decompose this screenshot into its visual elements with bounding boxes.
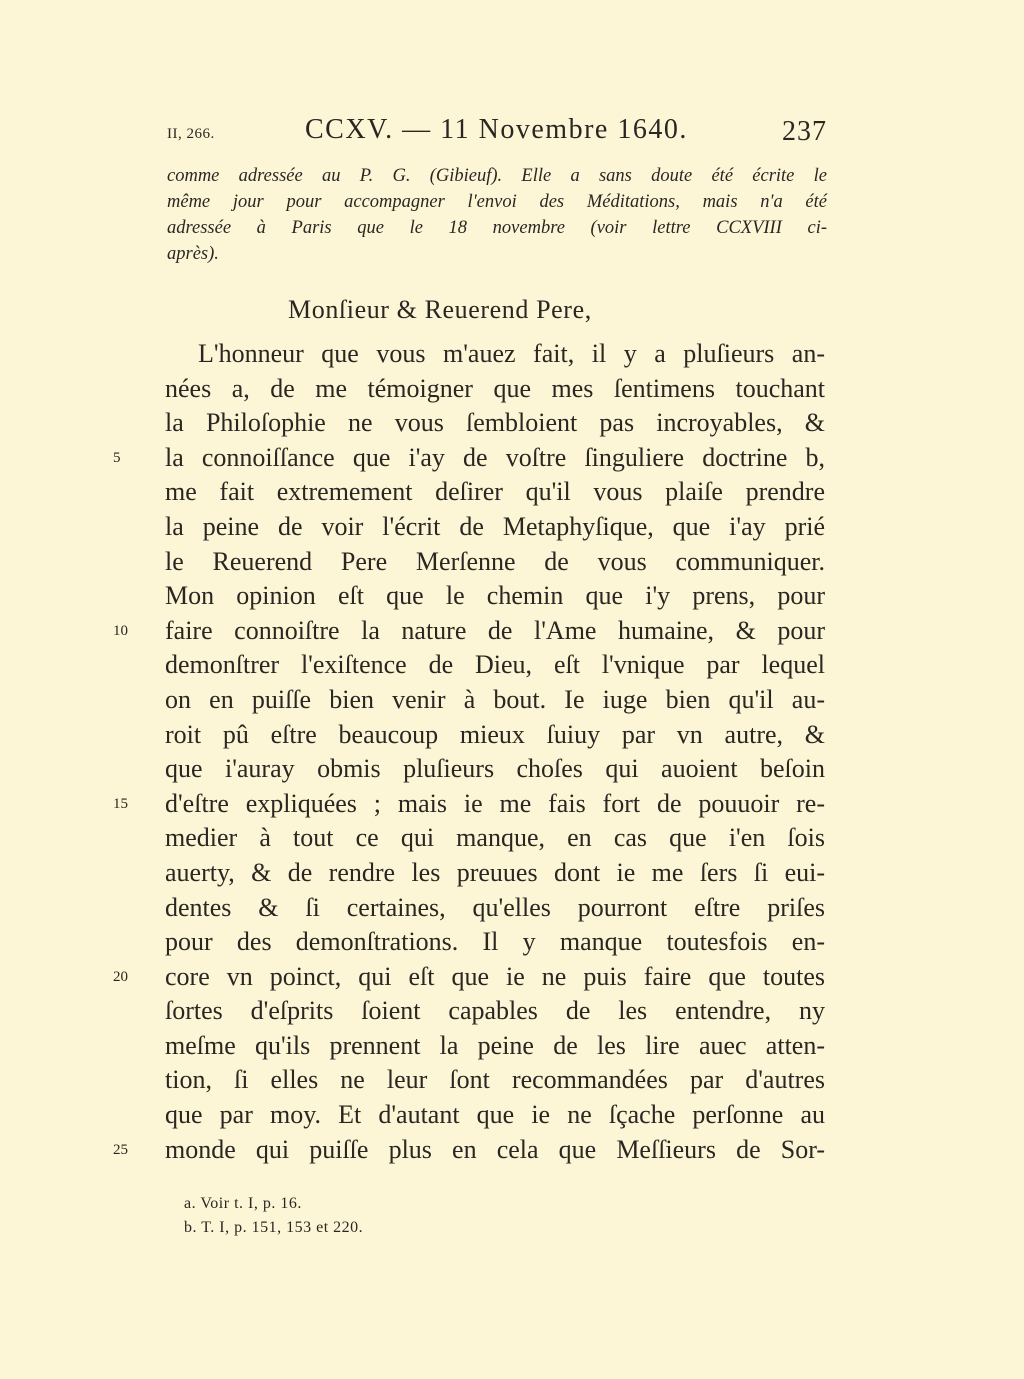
text-line bbox=[165, 752, 825, 787]
line-text: on en puiſſe bien venir à bout. Ie iuge bien qu'il au- bbox=[165, 684, 825, 714]
footnotes bbox=[184, 1192, 363, 1240]
text-line bbox=[165, 475, 825, 510]
text-line bbox=[165, 683, 825, 718]
line-text: core vn poinct, qui eſt que ie ne puis faire que toutes bbox=[165, 961, 825, 991]
text-line bbox=[165, 1029, 825, 1064]
text-line bbox=[165, 545, 825, 580]
footnote-a: a. Voir t. I, p. 16. bbox=[184, 1195, 302, 1212]
text-line bbox=[165, 994, 825, 1029]
line-text: ſortes d'eſprits ſoient capables de les entendre, ny bbox=[165, 996, 825, 1026]
line-number: 10 bbox=[113, 622, 128, 639]
line-text: L'honneur que vous m'auez fait, il y a pluſieurs an- bbox=[198, 339, 825, 368]
line-text: que i'auray obmis pluſieurs choſes qui auoient beſoin bbox=[165, 754, 825, 784]
text-line bbox=[165, 648, 825, 683]
text-line bbox=[165, 718, 825, 753]
text-line bbox=[165, 510, 825, 545]
line-number: 20 bbox=[113, 968, 128, 985]
line-text: medier à tout ce qui manque, en cas que i'en ſois bbox=[165, 823, 825, 853]
text-line bbox=[165, 821, 825, 856]
text-line bbox=[113, 614, 825, 649]
text-line bbox=[165, 372, 825, 407]
line-text: que par moy. Et d'autant que ie ne ſçache perſonne au bbox=[165, 1100, 825, 1130]
text-line bbox=[113, 1133, 825, 1168]
footnote-b: b. T. I, p. 151, 153 et 220. bbox=[184, 1219, 364, 1236]
line-number: 15 bbox=[113, 795, 128, 812]
line-text: demonſtrer l'exiſtence de Dieu, eſt l'vnique par lequel bbox=[165, 650, 825, 680]
editor-note-line: comme adressée au P. G. (Gibieuf). Elle a sans doute été écrite le bbox=[167, 166, 827, 186]
line-text: la connoiſſance que i'ay de voſtre ſinguliere doctrine b, bbox=[165, 442, 825, 472]
line-text: d'eſtre expliquées ; mais ie me fais fort de pouuoir re- bbox=[165, 788, 825, 818]
line-number: 25 bbox=[113, 1141, 128, 1158]
text-line bbox=[165, 891, 825, 926]
salutation: Monſieur & Reuerend Pere, bbox=[288, 295, 592, 324]
text-line bbox=[113, 787, 825, 822]
editor-note-line: après). bbox=[167, 244, 219, 264]
line-text: pour des demonſtrations. Il y manque toutesfois en- bbox=[165, 927, 825, 957]
text-line bbox=[113, 441, 825, 476]
editor-note bbox=[167, 163, 827, 267]
volume-reference: II, 266. bbox=[167, 126, 215, 142]
line-text: faire connoiſtre la nature de l'Ame humaine, & pour bbox=[165, 615, 825, 645]
page-number: 237 bbox=[782, 116, 827, 147]
text-line bbox=[165, 406, 825, 441]
letter-body bbox=[113, 337, 825, 1167]
line-text: tion, ſi elles ne leur ſont recommandées par d'autres bbox=[165, 1065, 825, 1095]
letter-title: CCXV. — 11 Novembre 1640. bbox=[305, 114, 688, 145]
text-line bbox=[165, 925, 825, 960]
text-line bbox=[165, 856, 825, 891]
line-text: meſme qu'ils prennent la peine de les lire auec atten- bbox=[165, 1030, 825, 1060]
editor-note-line: adressée à Paris que le 18 novembre (voir lettre CCXVIII ci- bbox=[167, 218, 827, 238]
text-line bbox=[165, 579, 825, 614]
line-text: la Philoſophie ne vous ſembloient pas incroyables, & bbox=[165, 408, 825, 438]
line-text: auerty, & de rendre les preuues dont ie me ſers ſi eui- bbox=[165, 857, 825, 887]
line-text: dentes & ſi certaines, qu'elles pourront eſtre priſes bbox=[165, 892, 825, 922]
line-text: monde qui puiſſe plus en cela que Meſſieurs de Sor- bbox=[165, 1134, 825, 1164]
line-text: roit pû eſtre beaucoup mieux ſuiuy par vn autre, & bbox=[165, 719, 825, 749]
line-text: la peine de voir l'écrit de Metaphyſique, que i'ay prié bbox=[165, 511, 825, 541]
text-line bbox=[165, 1063, 825, 1098]
running-header bbox=[0, 114, 1024, 154]
line-text: nées a, de me témoigner que mes ſentimens touchant bbox=[165, 373, 825, 403]
line-text: me fait extremement deſirer qu'il vous plaiſe prendre bbox=[165, 477, 825, 507]
text-line bbox=[165, 1098, 825, 1133]
line-text: le Reuerend Pere Merſenne de vous communiquer. bbox=[165, 546, 825, 576]
line-number: 5 bbox=[113, 449, 121, 466]
line-text: Mon opinion eſt que le chemin que i'y prens, pour bbox=[165, 581, 825, 611]
editor-note-line: même jour pour accompagner l'envoi des Méditations, mais n'a été bbox=[167, 192, 827, 212]
text-line bbox=[165, 337, 825, 372]
text-line bbox=[113, 960, 825, 995]
